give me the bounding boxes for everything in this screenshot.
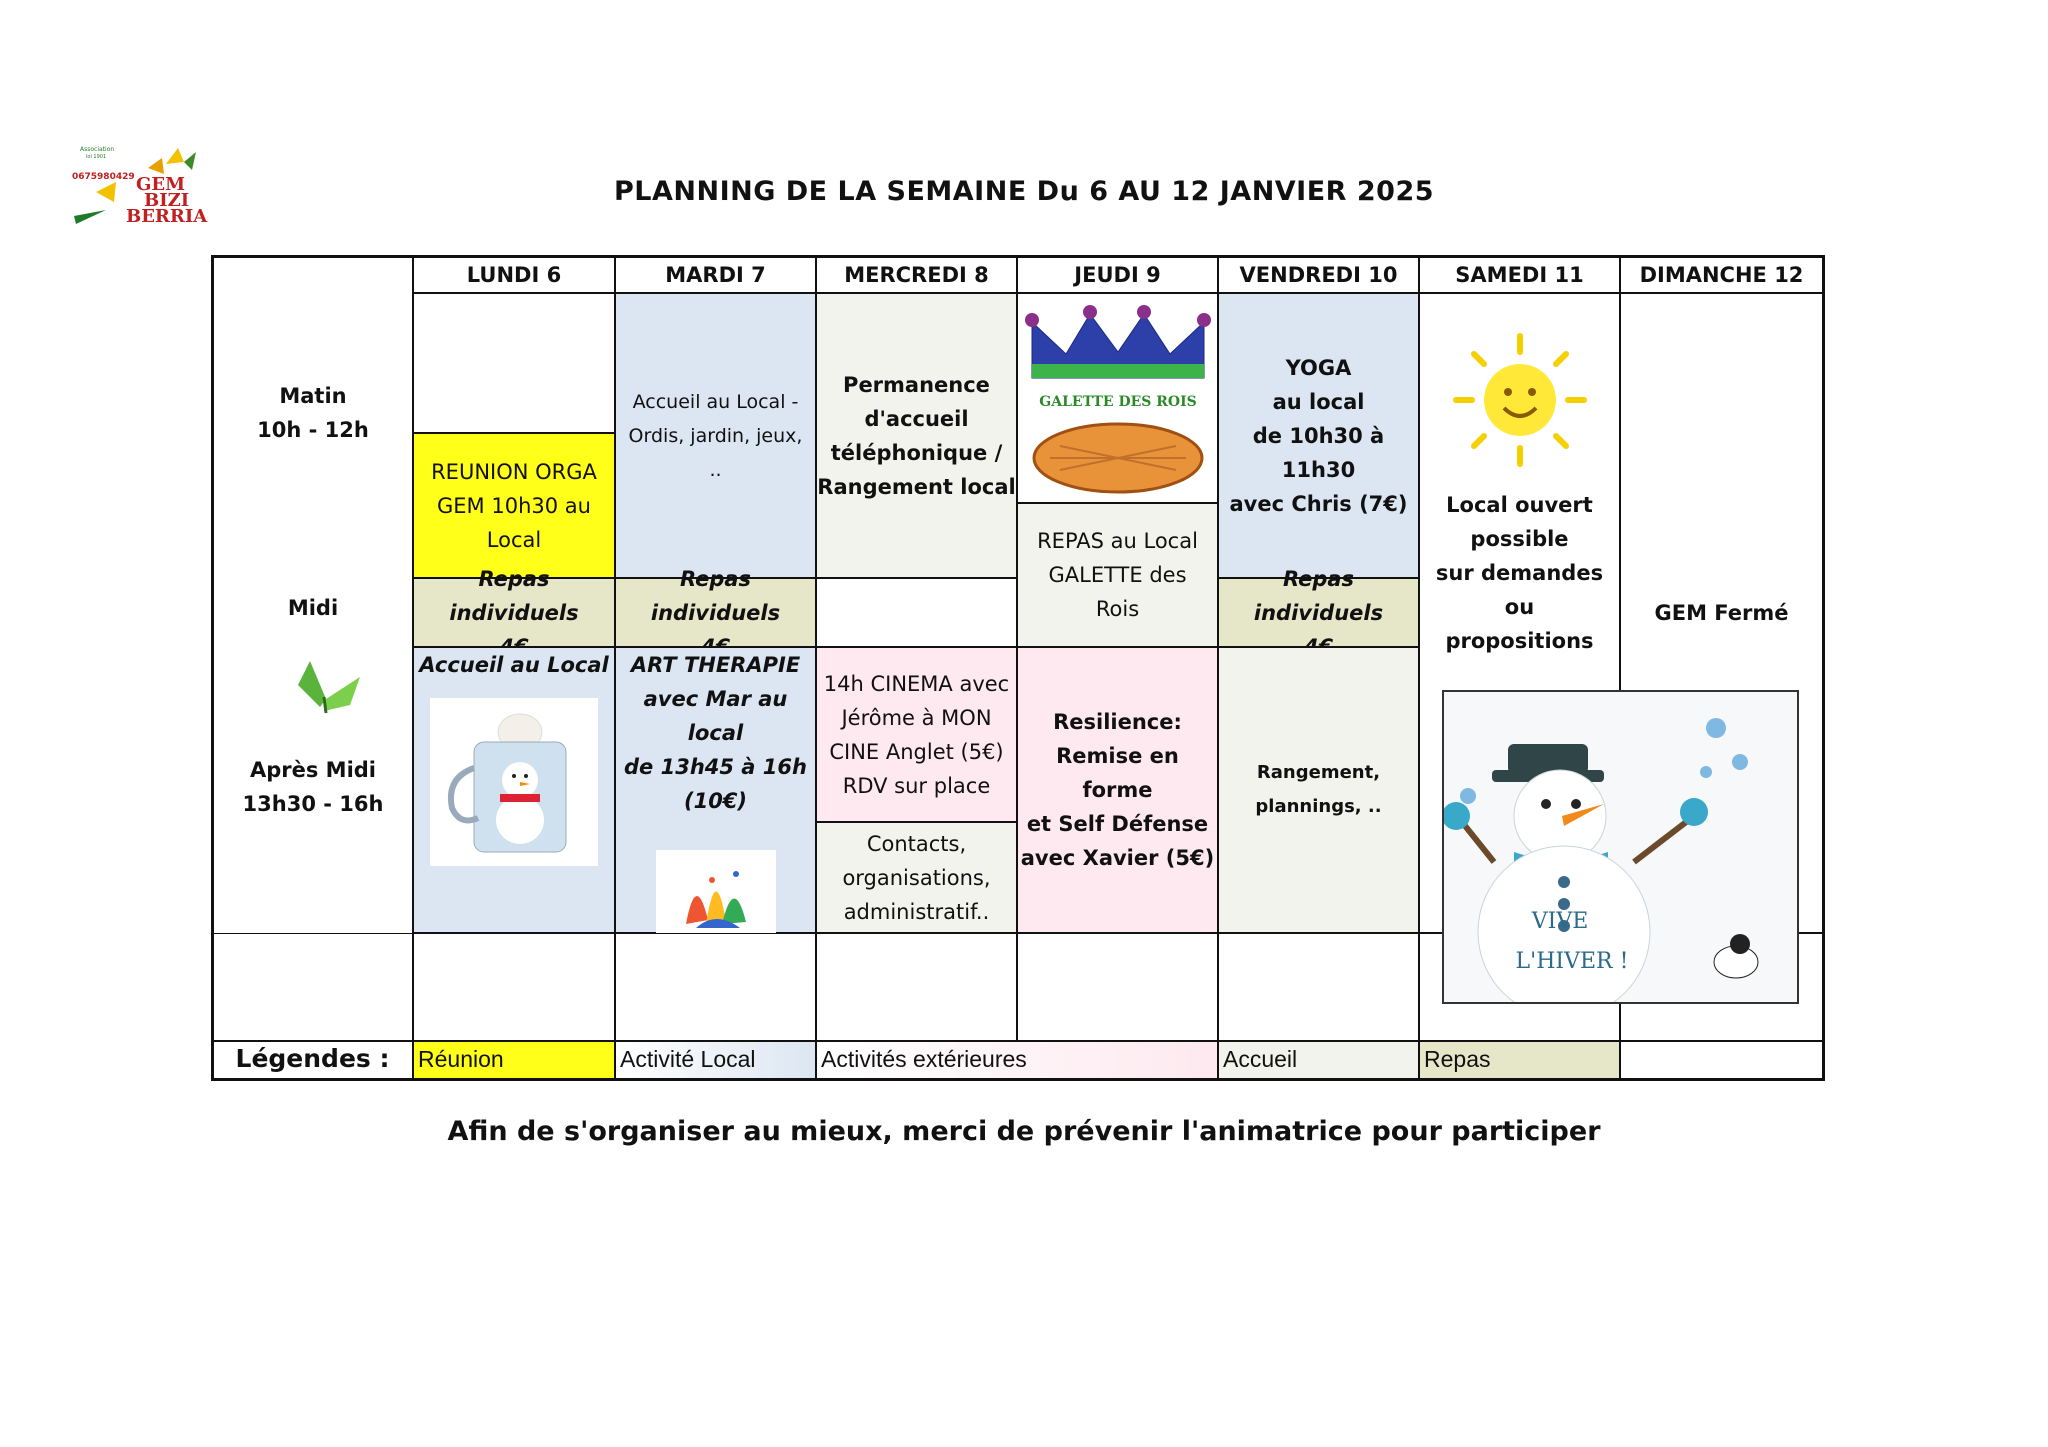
logo-line2: loi 1901 — [86, 154, 107, 160]
logo-name1: GEM — [136, 174, 186, 195]
empty-row-lundi — [413, 933, 615, 1041]
time-column — [213, 257, 413, 933]
logo-line1: Association — [80, 146, 115, 153]
tuesday-pm-cell — [615, 647, 816, 933]
time-matin-hours: 10h - 12h — [257, 418, 369, 442]
green-butterfly-icon — [290, 655, 362, 719]
empty-row-jeudi — [1017, 933, 1218, 1041]
wednesday-pm1-line1: 14h CINEMA avec — [823, 671, 1010, 696]
wednesday-am-line2: d'accueil — [864, 406, 969, 431]
monday-repas-line1: Repas individuels — [449, 566, 579, 625]
wednesday-am-line3: téléphonique / — [830, 440, 1003, 465]
legend-repas: Repas — [1419, 1041, 1620, 1079]
legend-empty — [1620, 1041, 1823, 1079]
friday-am-cell — [1218, 293, 1419, 578]
day-header-mercredi: MERCREDI 8 — [816, 257, 1017, 293]
friday-am-line3: de 10h30 à — [1252, 423, 1385, 448]
legend-reunion: Réunion — [413, 1041, 615, 1079]
saturday-line5: propositions — [1445, 629, 1594, 653]
time-apres: Après Midi — [249, 758, 377, 782]
wednesday-pm2-line2: organisations, — [842, 865, 991, 890]
friday-pm-line1: Rangement, — [1256, 762, 1381, 783]
day-header-samedi: SAMEDI 11 — [1419, 257, 1620, 293]
tuesday-repas-line1: Repas individuels — [650, 566, 781, 625]
snowman-image — [1442, 690, 1799, 1004]
snowman-mug-image — [430, 698, 598, 866]
monday-reunion-cell — [413, 433, 615, 578]
time-matin: Matin — [279, 384, 347, 408]
monday-pm-label: Accueil au Local — [419, 653, 609, 677]
wednesday-pm2-line1: Contacts, — [866, 831, 967, 856]
friday-repas-cell — [1218, 566, 1419, 647]
legend-label: Légendes : — [213, 1041, 413, 1079]
tuesday-pm-line1: ART THERAPIE — [630, 653, 801, 677]
thursday-midi-line1: REPAS au Local — [1037, 529, 1198, 553]
tuesday-pm-line4: (10€) — [683, 789, 748, 813]
thursday-pm-line1: Resilience: — [1053, 710, 1182, 734]
page-title: PLANNING DE LA SEMAINE Du 6 AU 12 JANVIER 2025 — [613, 176, 1435, 207]
saturday-line1: Local ouvert — [1446, 493, 1593, 517]
monday-am-empty — [413, 293, 615, 433]
wednesday-midi-empty — [816, 578, 1017, 647]
thursday-midi-line2: GALETTE des — [1048, 563, 1187, 587]
day-header-dimanche: DIMANCHE 12 — [1620, 257, 1823, 293]
legend-activite-local: Activité Local — [615, 1041, 816, 1079]
tuesday-am-line2: Ordis, jardin, jeux, — [628, 424, 803, 447]
logo-name3: BERRIA — [126, 206, 208, 227]
saturday-line2: possible — [1470, 527, 1569, 551]
footer-note: Afin de s'organiser au mieux, merci de prévenir l'animatrice pour participer — [447, 1116, 1601, 1147]
snowman-text1: VIVE — [1531, 909, 1589, 934]
thursday-pm-line2: Remise en forme — [1056, 744, 1179, 802]
snowman-icon — [1444, 692, 1797, 1002]
wednesday-am-cell — [816, 293, 1017, 578]
friday-am-line5: avec Chris (7€) — [1229, 491, 1408, 516]
galette-label: GALETTE DES ROIS — [1038, 394, 1197, 410]
empty-row-mercredi — [816, 933, 1017, 1041]
hot-chocolate-mug-icon — [430, 698, 598, 866]
saturday-line3: sur demandes — [1435, 561, 1604, 585]
snowman-text2: L'HIVER ! — [1515, 949, 1629, 974]
tuesday-am-line3: .. — [709, 458, 722, 481]
friday-am-line2: au local — [1272, 389, 1365, 414]
day-header-mardi: MARDI 7 — [615, 257, 816, 293]
paint-splash-icon — [656, 850, 776, 934]
logo-phone: 0675980429 — [72, 172, 135, 182]
wednesday-pm1-line4: RDV sur place — [842, 773, 991, 798]
galette-des-rois-image — [1020, 298, 1216, 498]
monday-reunion-line2: GEM 10h30 au — [437, 493, 591, 518]
day-header-jeudi: JEUDI 9 — [1017, 257, 1218, 293]
tuesday-pm-line2: avec Mar au local — [643, 687, 788, 745]
friday-pm-cell — [1218, 647, 1419, 933]
sunday-text: GEM Fermé — [1654, 601, 1789, 625]
friday-pm-line2: plannings, .. — [1255, 796, 1382, 817]
tuesday-am-line1: Accueil au Local - — [632, 390, 799, 413]
legend-accueil: Accueil — [1218, 1041, 1419, 1079]
friday-am-line1: YOGA — [1285, 355, 1352, 380]
logo-name2: BIZI — [144, 190, 190, 211]
tuesday-repas-cell — [615, 566, 816, 647]
wednesday-am-line4: Rangement local — [817, 474, 1016, 499]
paint-splash-image — [656, 850, 776, 934]
thursday-pm-line4: avec Xavier (5€) — [1020, 846, 1215, 870]
monday-repas-cell — [413, 566, 615, 647]
empty-row-mardi — [615, 933, 816, 1041]
thursday-pm-cell — [1017, 647, 1218, 933]
wednesday-pm1-cell — [816, 647, 1017, 822]
saturday-line4: ou — [1504, 595, 1535, 619]
legend-activites-exterieures: Activités extérieures — [816, 1041, 1218, 1079]
day-header-vendredi: VENDREDI 10 — [1218, 257, 1419, 293]
thursday-am-cell — [1017, 293, 1218, 503]
wednesday-am-line1: Permanence — [843, 372, 990, 397]
monday-reunion-line3: Local — [486, 527, 542, 552]
empty-row-vendredi — [1218, 933, 1419, 1041]
wednesday-pm1-line2: Jérôme à MON — [841, 705, 992, 730]
thursday-midi-line3: Rois — [1095, 597, 1140, 621]
wednesday-pm2-line3: administratif.. — [843, 899, 990, 924]
time-apres-hours: 13h30 - 16h — [242, 792, 384, 816]
monday-pm-cell — [413, 647, 615, 933]
wednesday-pm2-cell — [816, 822, 1017, 933]
monday-reunion-line1: REUNION ORGA — [431, 459, 597, 484]
wednesday-pm1-line3: CINE Anglet (5€) — [829, 739, 1004, 764]
thursday-pm-line3: et Self Défense — [1026, 812, 1209, 836]
friday-am-line4: 11h30 — [1281, 457, 1356, 482]
time-midi: Midi — [287, 596, 339, 620]
tuesday-pm-line3: de 13h45 à 16h — [624, 755, 807, 779]
thursday-midi-cell — [1017, 503, 1218, 647]
empty-row-time — [213, 933, 413, 1041]
tuesday-am-cell — [615, 293, 816, 578]
day-header-lundi: LUNDI 6 — [413, 257, 615, 293]
sun-icon — [1450, 330, 1590, 470]
friday-repas-line1: Repas individuels — [1253, 566, 1384, 625]
